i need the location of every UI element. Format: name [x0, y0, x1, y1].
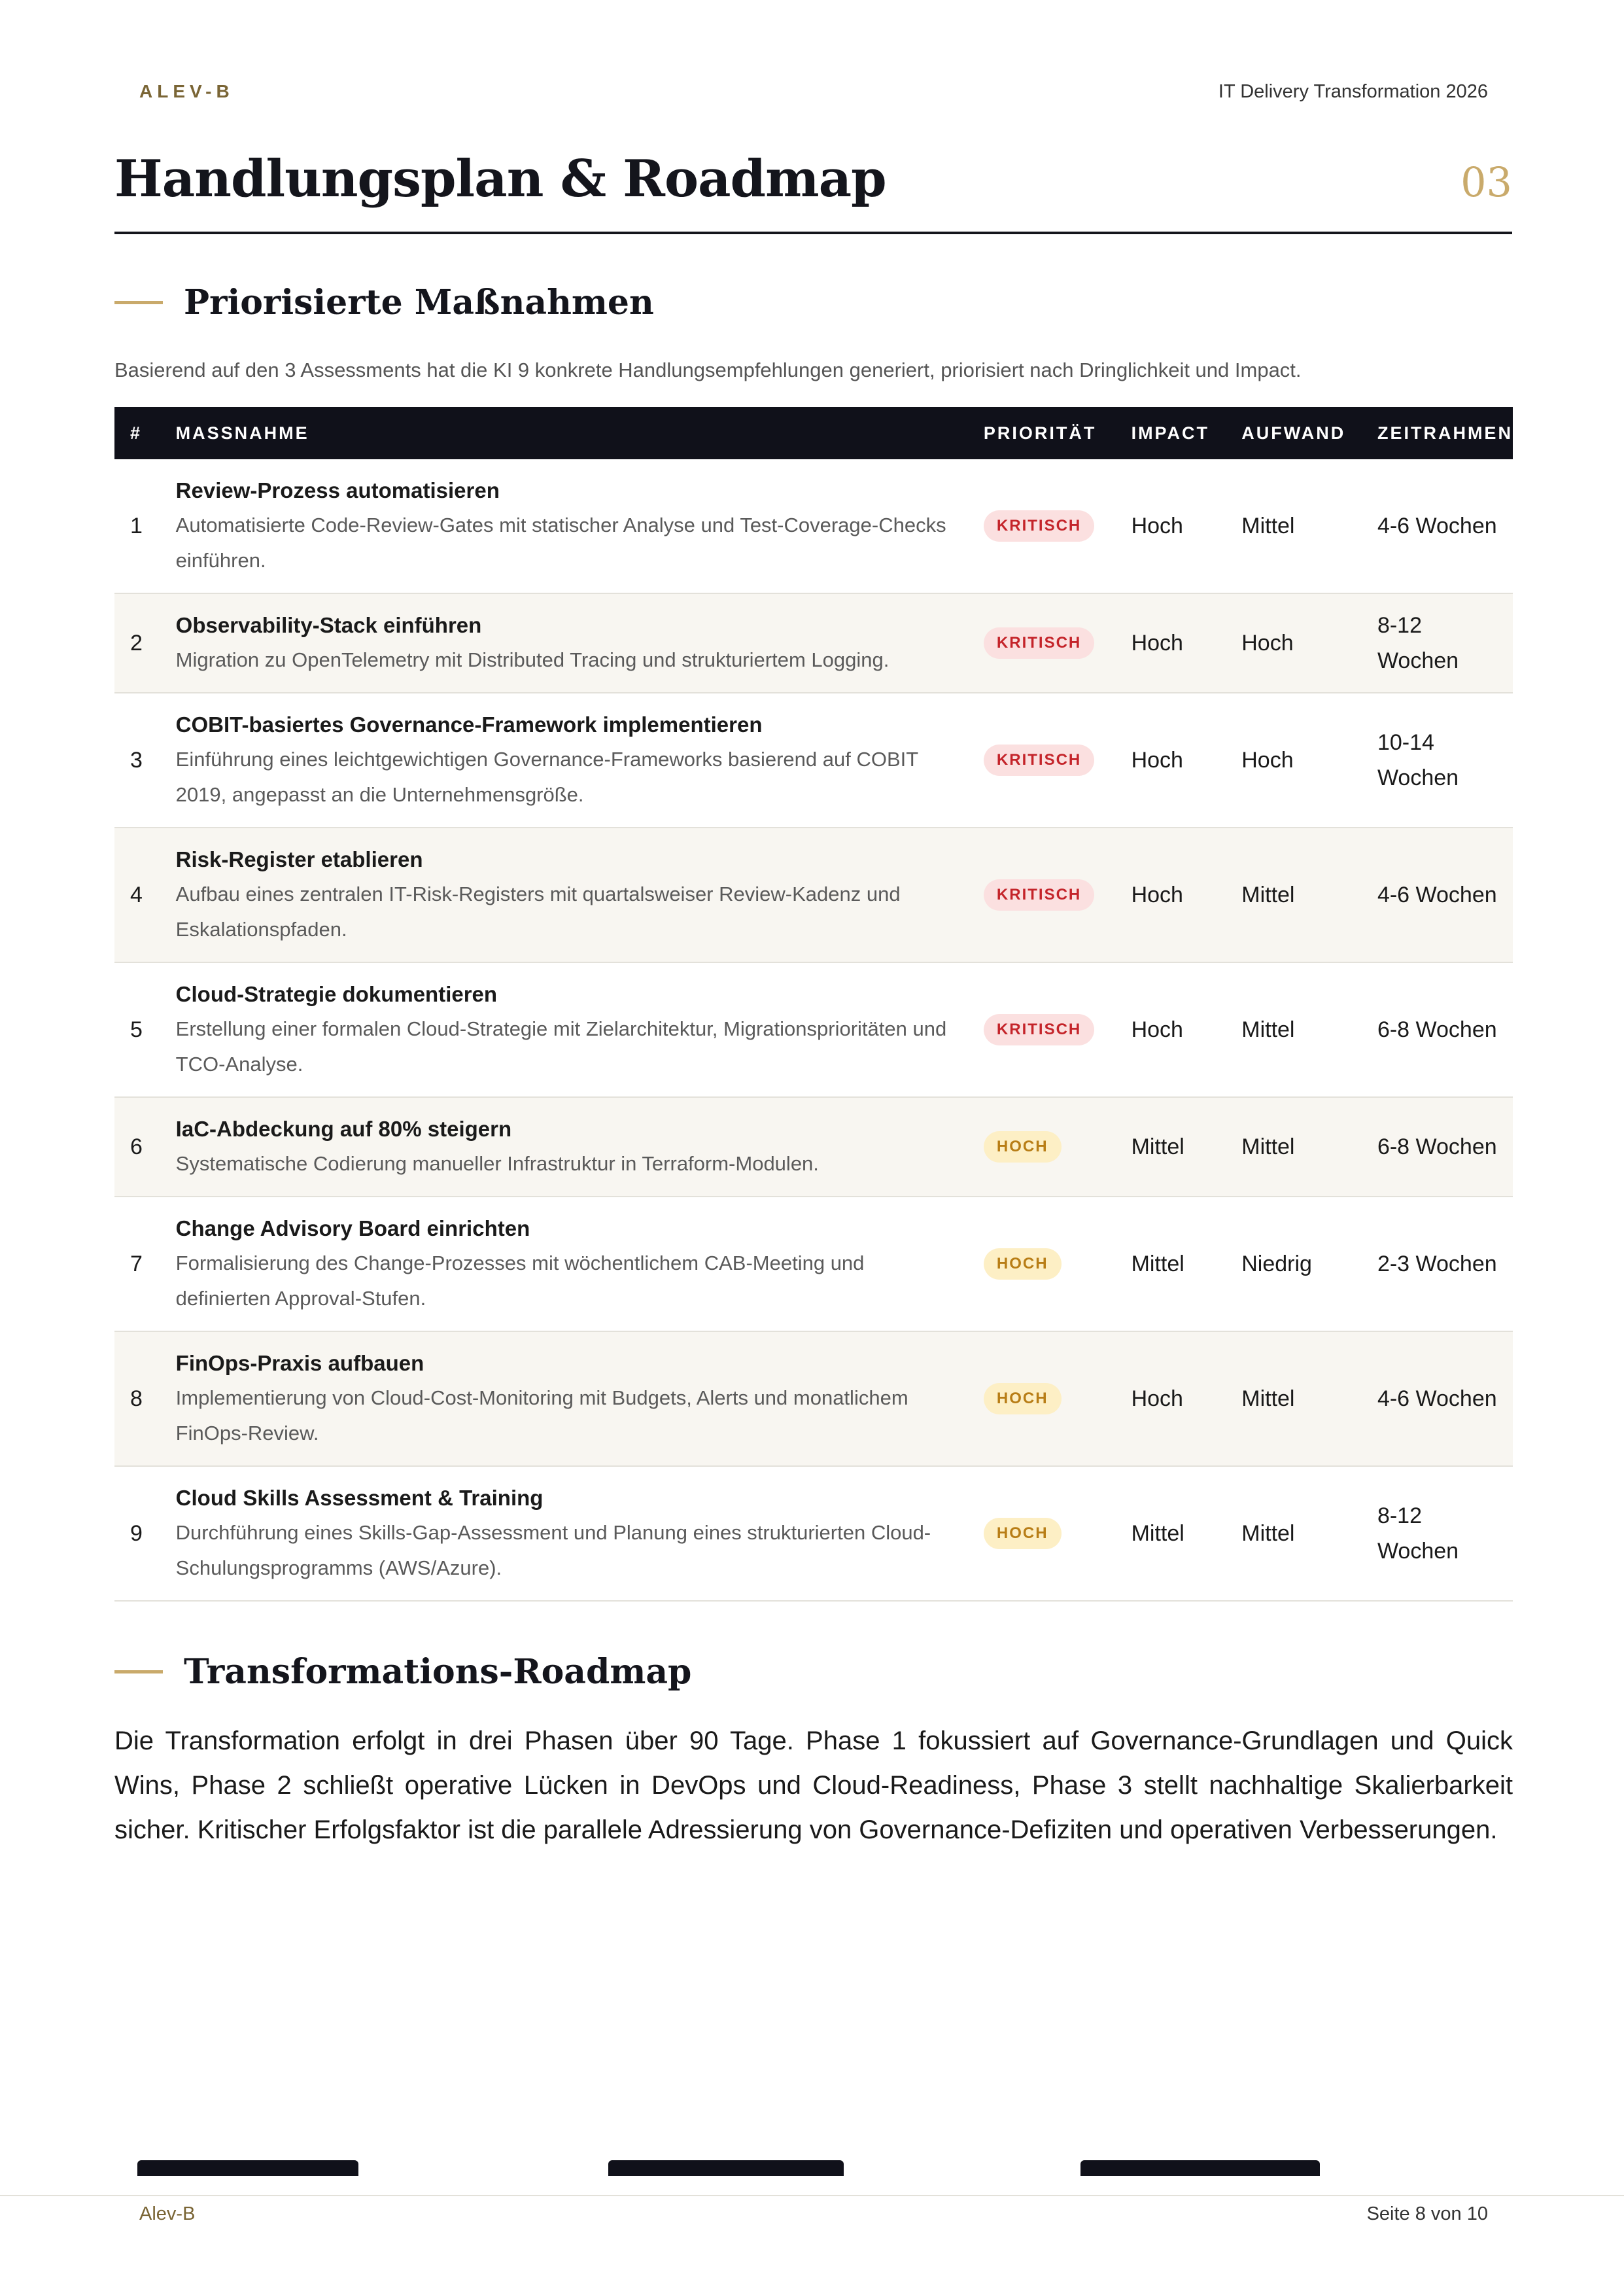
page-heading: [114, 143, 1512, 234]
priority-badge: HOCH: [984, 1131, 1062, 1163]
action-title: Observability-Stack einführen: [175, 613, 482, 637]
timeframe-cell: 8-12 Wochen: [1377, 613, 1459, 673]
action-title: Risk-Register etablieren: [175, 847, 423, 871]
action-description: Formalisierung des Change-Prozesses mit wöchentlichem CAB-Meeting und definierten Approval-Stufen.: [175, 1252, 865, 1310]
priority-badge: KRITISCH: [984, 745, 1094, 776]
page-title: Handlungsplan & Roadmap: [114, 149, 886, 209]
priority-badge: HOCH: [984, 1383, 1062, 1414]
action-title: Cloud Skills Assessment & Training: [175, 1486, 544, 1510]
priority-cell: [969, 1197, 1117, 1331]
action-description: Systematische Codierung manueller Infrastruktur in Terraform-Modulen.: [175, 1152, 819, 1175]
priority-cell: [969, 593, 1117, 693]
action-cell: [162, 593, 969, 693]
action-description: Erstellung einer formalen Cloud-Strategie mit Zielarchitektur, Migrationsprioritäten und TCO-Analyse.: [175, 1017, 947, 1076]
impact-cell: Mittel: [1131, 1520, 1184, 1546]
timeframe-cell: 4-6 Wochen: [1377, 514, 1497, 538]
col-header-action: MASSNAHME: [175, 423, 309, 443]
action-cell: [162, 828, 969, 962]
action-description: Migration zu OpenTelemetry mit Distributed Tracing und strukturiertem Logging.: [175, 648, 890, 671]
table-row: [114, 1197, 1513, 1331]
priority-badge: KRITISCH: [984, 510, 1094, 542]
row-number: 6: [130, 1134, 143, 1159]
impact-cell: Mittel: [1131, 1134, 1184, 1159]
effort-cell: Hoch: [1241, 630, 1294, 656]
phase-tab-2: [608, 2160, 844, 2176]
col-header-number: #: [130, 423, 143, 443]
priority-cell: [969, 693, 1117, 828]
impact-cell: Hoch: [1131, 882, 1183, 907]
table-row: [114, 459, 1513, 593]
priority-cell: [969, 962, 1117, 1097]
timeframe-cell: 4-6 Wochen: [1377, 1386, 1497, 1411]
running-header: [139, 79, 1488, 105]
impact-cell: Hoch: [1131, 747, 1183, 773]
row-number: 4: [130, 882, 143, 907]
effort-cell: Hoch: [1241, 747, 1294, 773]
footer-brand: Alev-B: [139, 2203, 196, 2224]
section-rule: [114, 1670, 163, 1673]
footer-rule: [0, 2195, 1624, 2196]
effort-cell: Mittel: [1241, 1386, 1295, 1411]
table-row: [114, 1466, 1513, 1601]
row-number: 9: [130, 1520, 143, 1546]
action-title: Review-Prozess automatisieren: [175, 478, 500, 502]
action-description: Einführung eines leichtgewichtigen Governance-Frameworks basierend auf COBIT 2019, angepasst an die Unternehmensgröße.: [175, 748, 918, 806]
effort-cell: Mittel: [1241, 882, 1295, 907]
priority-cell: [969, 828, 1117, 962]
row-number: 2: [130, 630, 143, 656]
action-description: Durchführung eines Skills-Gap-Assessment und Planung eines strukturierten Cloud-Schulungsprogramms (AWS/Azure).: [175, 1521, 931, 1579]
action-cell: [162, 962, 969, 1097]
action-description: Automatisierte Code-Review-Gates mit statischer Analyse und Test-Coverage-Checks einführen.: [175, 514, 946, 572]
col-header-effort: AUFWAND: [1241, 423, 1346, 443]
roadmap-description: Die Transformation erfolgt in drei Phasen über 90 Tage. Phase 1 fokussiert auf Governance-Grundlagen und Quick Wins, Phase 2 schließt operative Lücken in DevOps und Cloud-Readiness, Phase 3 stellt nachhaltige Skalierbarkeit sicher. Kritischer Erfolgsfaktor ist die parallele Adressierung von Governance-Defiziten und operativen Verbesserungen.: [114, 1726, 1513, 1844]
priority-cell: [969, 1331, 1117, 1466]
action-title: IaC-Abdeckung auf 80% steigern: [175, 1117, 512, 1141]
action-cell: [162, 1197, 969, 1331]
action-cell: [162, 459, 969, 593]
phase-tab-3: [1080, 2160, 1320, 2176]
section-intro: Basierend auf den 3 Assessments hat die KI 9 konkrete Handlungsempfehlungen generiert, priorisiert nach Dringlichkeit und Impact.: [114, 359, 1302, 381]
priority-cell: [969, 1466, 1117, 1601]
table-row: [114, 593, 1513, 693]
row-number: 5: [130, 1017, 143, 1042]
row-number: 3: [130, 747, 143, 773]
col-header-priority: PRIORITÄT: [983, 423, 1097, 443]
action-title: Change Advisory Board einrichten: [175, 1216, 530, 1240]
table-row: [114, 693, 1513, 828]
impact-cell: Hoch: [1131, 1017, 1183, 1042]
effort-cell: Mittel: [1241, 1017, 1295, 1042]
impact-cell: Mittel: [1131, 1251, 1184, 1276]
effort-cell: Mittel: [1241, 513, 1295, 538]
section-rule: [114, 301, 163, 304]
action-cell: [162, 693, 969, 828]
table-row: [114, 1331, 1513, 1466]
action-cell: [162, 1466, 969, 1601]
section-heading-measures: [114, 283, 654, 323]
action-description: Aufbau eines zentralen IT-Risk-Registers mit quartalsweiser Review-Kadenz und Eskalationspfaden.: [175, 883, 901, 941]
timeframe-cell: 2-3 Wochen: [1377, 1252, 1497, 1276]
priority-badge: KRITISCH: [984, 1014, 1094, 1045]
table-header-row: [114, 407, 1513, 459]
priority-badge: KRITISCH: [984, 879, 1094, 911]
row-number: 1: [130, 513, 143, 538]
table-row: [114, 828, 1513, 962]
table-row: [114, 962, 1513, 1097]
timeframe-cell: 6-8 Wochen: [1377, 1134, 1497, 1159]
impact-cell: Hoch: [1131, 1386, 1183, 1411]
priority-cell: [969, 459, 1117, 593]
priority-badge: HOCH: [984, 1518, 1062, 1549]
effort-cell: Mittel: [1241, 1134, 1295, 1159]
timeframe-cell: 10-14 Wochen: [1377, 730, 1459, 790]
document-title: IT Delivery Transformation 2026: [1218, 80, 1488, 102]
effort-cell: Mittel: [1241, 1520, 1295, 1546]
impact-cell: Hoch: [1131, 630, 1183, 656]
priority-badge: KRITISCH: [984, 627, 1094, 659]
measures-table: [114, 407, 1513, 1602]
action-description: Implementierung von Cloud-Cost-Monitoring mit Budgets, Alerts und monatlichem FinOps-Review.: [175, 1386, 908, 1445]
col-header-impact: IMPACT: [1131, 423, 1210, 443]
section-title: Transformations-Roadmap: [184, 1652, 692, 1692]
brand-label: ALEV-B: [139, 81, 234, 101]
timeframe-cell: 6-8 Wochen: [1377, 1017, 1497, 1042]
phase-tab-1: [137, 2160, 358, 2176]
section-heading-roadmap: [114, 1652, 691, 1692]
priority-badge: HOCH: [984, 1248, 1062, 1280]
action-title: Cloud-Strategie dokumentieren: [175, 982, 498, 1006]
action-cell: [162, 1331, 969, 1466]
footer-page-indicator: Seite 8 von 10: [1366, 2203, 1488, 2224]
col-header-timeframe: ZEITRAHMEN: [1377, 423, 1513, 443]
priority-cell: [969, 1097, 1117, 1197]
effort-cell: Niedrig: [1241, 1251, 1312, 1276]
action-title: COBIT-basiertes Governance-Framework implementieren: [175, 712, 763, 737]
impact-cell: Hoch: [1131, 513, 1183, 538]
table-row: [114, 1097, 1513, 1197]
section-title: Priorisierte Maßnahmen: [184, 283, 654, 323]
row-number: 8: [130, 1386, 143, 1411]
chapter-number: 03: [1460, 158, 1512, 206]
action-title: FinOps-Praxis aufbauen: [175, 1351, 424, 1375]
row-number: 7: [130, 1251, 143, 1276]
action-cell: [162, 1097, 969, 1197]
timeframe-cell: 8-12 Wochen: [1377, 1503, 1459, 1564]
timeframe-cell: 4-6 Wochen: [1377, 883, 1497, 907]
